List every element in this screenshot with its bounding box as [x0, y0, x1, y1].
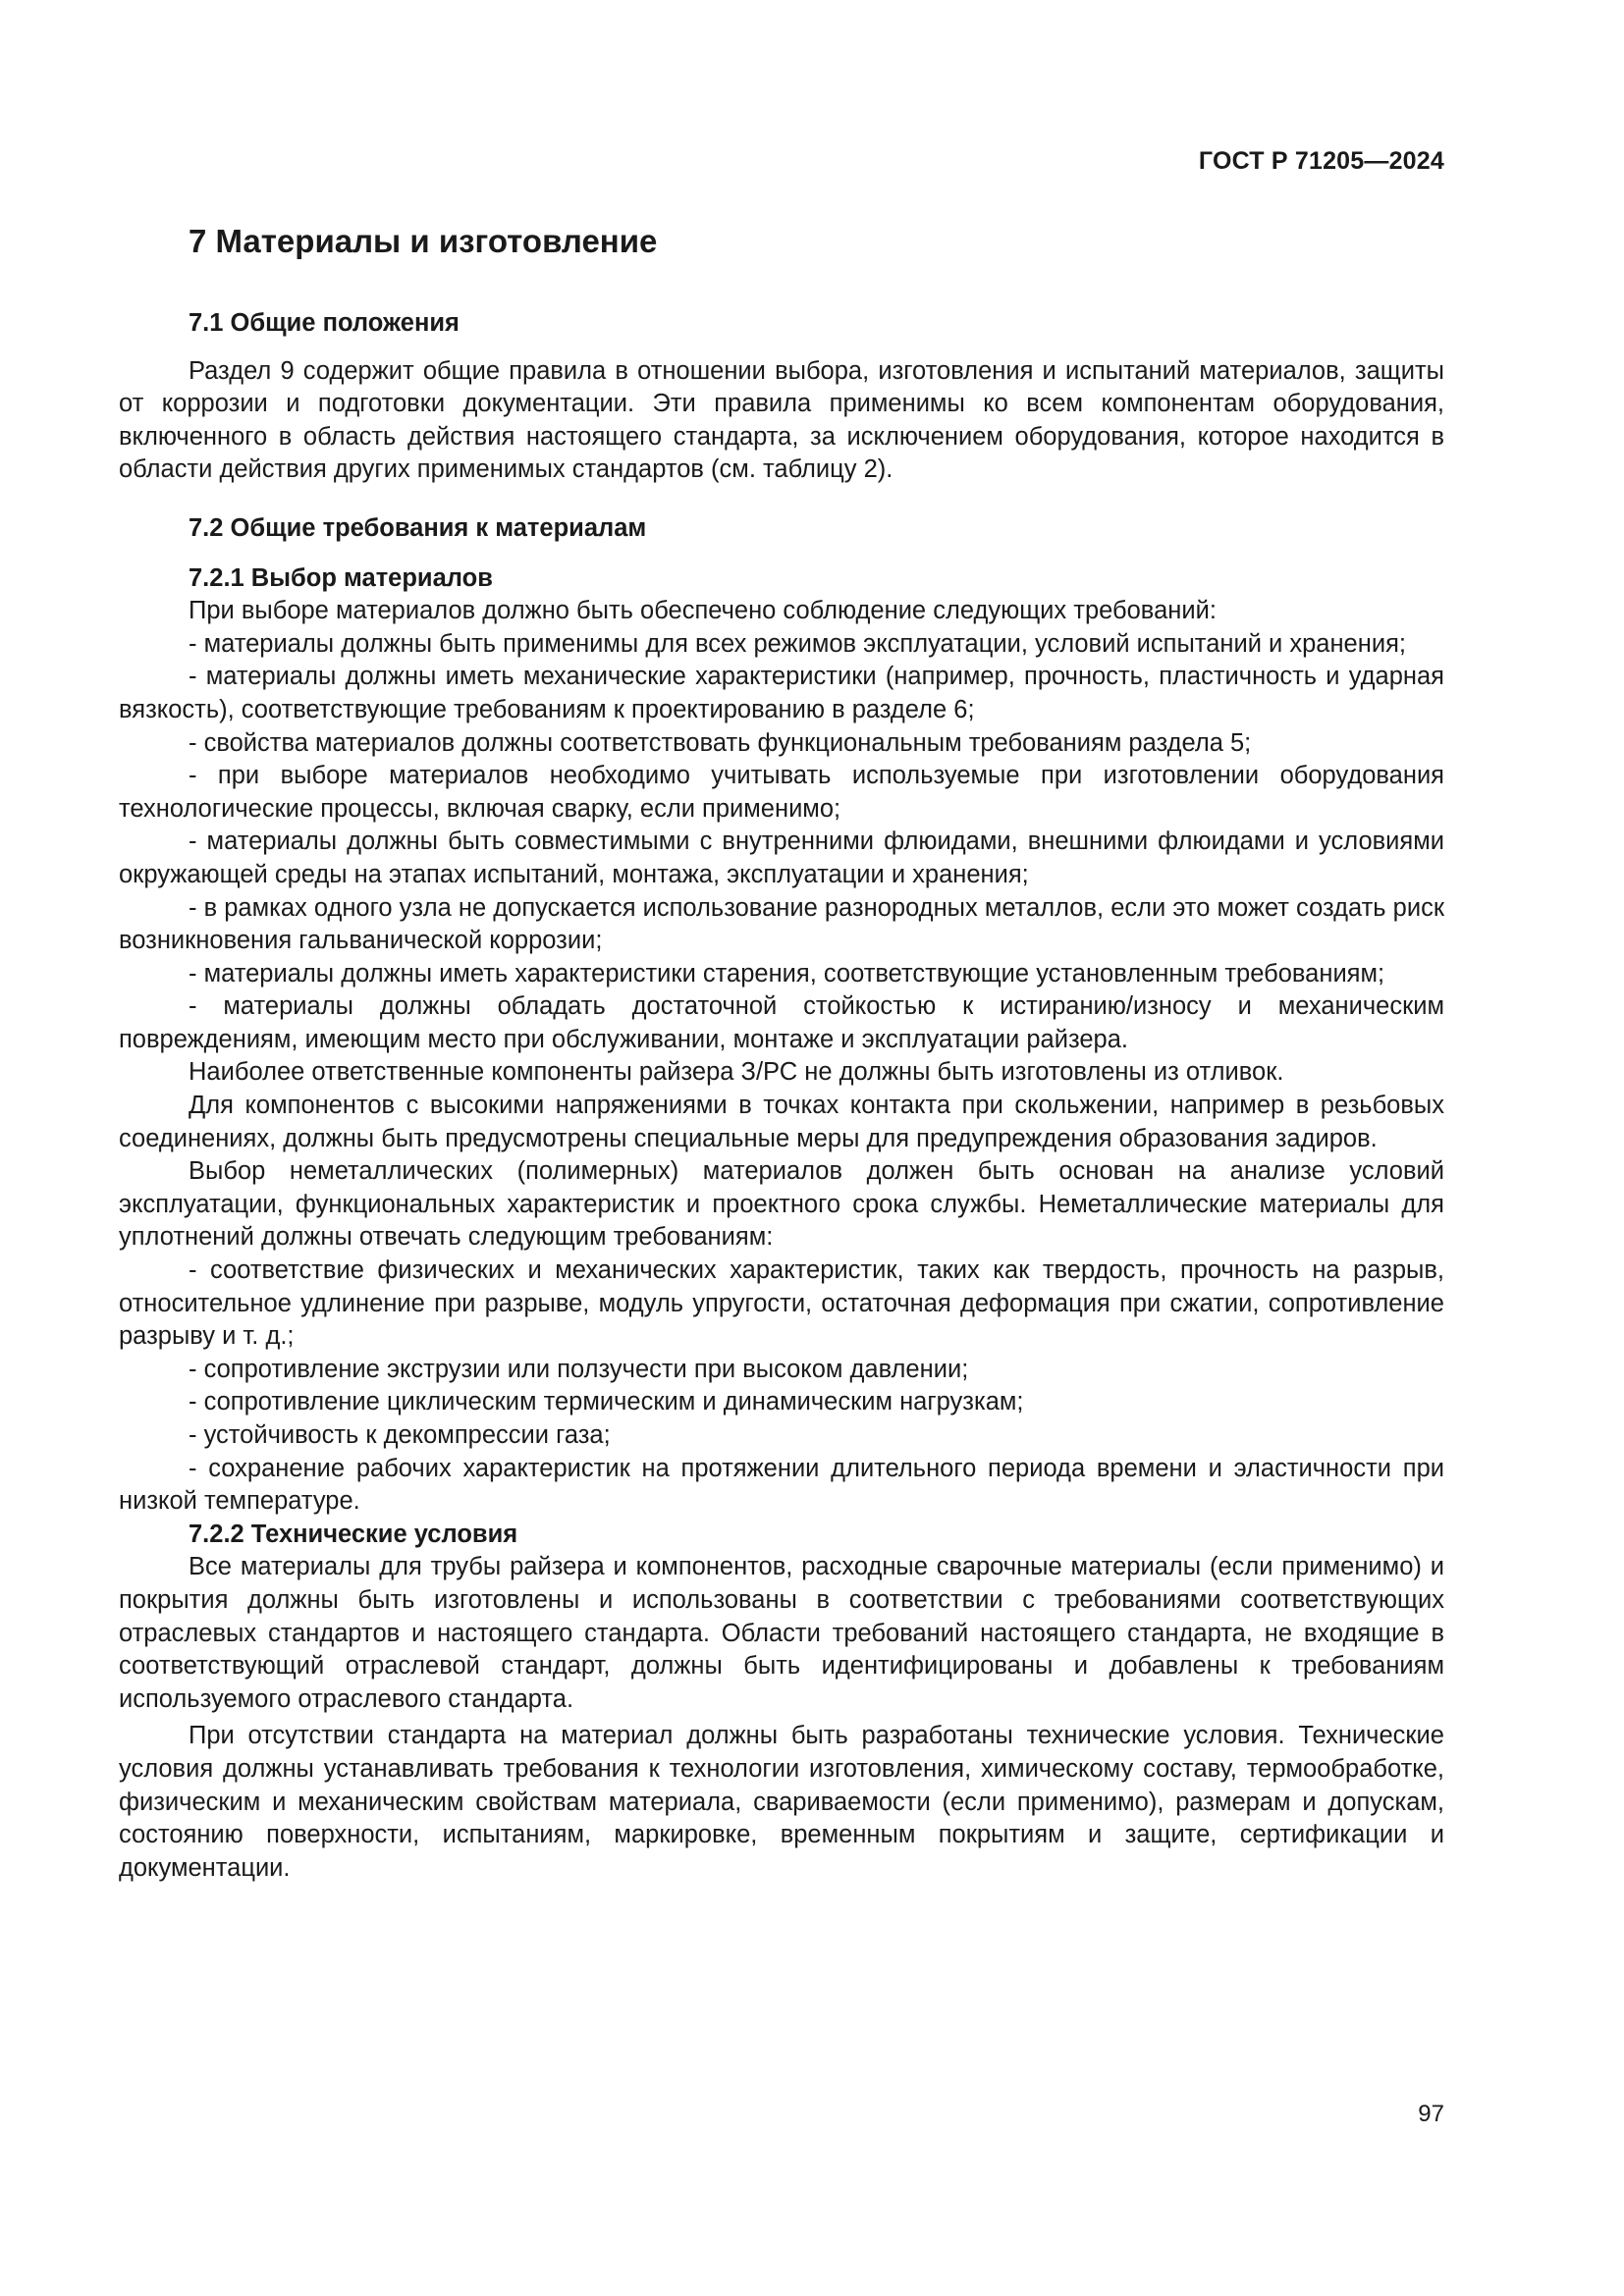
list-item: - устойчивость к декомпрессии газа; [189, 1421, 611, 1449]
list-item: - сопротивление циклическим термическим и динамическим нагрузкам; [189, 1388, 1024, 1416]
subsection-7-1-text: Раздел 9 содержит общие правила в отношении выбора, изготовления и испытаний материалов, защиты от коррозии и подготовки документации. Эти правила применимы ко всем компонентам оборудования, включенного в область действия настоящего стандарта, за исключением оборудования, которое находится в области действия других применимых стандартов (см. таблицу 2). [119, 356, 1444, 484]
list-item: - материалы должны иметь механические характеристики (например, прочность, пластичность и ударная вязкость), соответствующие требованиям к проектированию в разделе 6; [119, 663, 1444, 723]
clause-7-2-2-para-1: Все материалы для трубы райзера и компонентов, расходные сварочные материалы (если применимо) и покрытия должны быть изготовлены и использованы в соответствии с требованиями соответствующих отраслевых стандартов и настоящего стандарта. Области требований настоящего стандарта, не входящие в соответствующий отраслевой стандарт, должны быть идентифицированы и добавлены к требованиям используемого отраслевого стандарта. [119, 1553, 1444, 1713]
standard-code: ГОСТ Р 71205—2024 [1198, 147, 1444, 175]
clause-7-2-2-para-2: При отсутствии стандарта на материал должны быть разработаны технические условия. Технические условия должны устанавливать требования к технологии изготовления, химическому составу, термообработке, физическим и механическим свойствам материала, свариваемости (если применимо), размерам и допускам, состоянию поверхности, испытаниям, маркировке, временным покрытиям и защите, сертификации и документации. [119, 1722, 1444, 1882]
list-item: - свойства материалов должны соответствовать функциональным требованиям раздела 5; [189, 728, 1252, 757]
paragraph-nonmetal: Выбор неметаллических (полимерных) материалов должен быть основан на анализе условий эксплуатации, функциональных характеристик и проектного срока службы. Неметаллические материалы для уплотнений должны отвечать следующим требованиям: [119, 1157, 1444, 1252]
list-item: - сохранение рабочих характеристик на протяжении длительного периода времени и эластичности при низкой температуре. [119, 1454, 1444, 1516]
list-item: - сопротивление экструзии или ползучести при высоком давлении; [189, 1355, 969, 1383]
section-title: 7 Материалы и изготовление [189, 223, 658, 259]
list-item: - соответствие физических и механических характеристик, таких как твердость, прочность на разрыв, относительное удлинение при разрыве, модуль упругости, остаточная деформация при сжатии, сопротивление разрыву и т. д.; [119, 1256, 1444, 1351]
list-item: - при выборе материалов необходимо учитывать используемые при изготовлении оборудования технологические процессы, включая сварку, если применимо; [119, 762, 1444, 823]
page-number: 97 [1418, 2101, 1444, 2127]
clause-7-2-1-heading: 7.2.1 Выбор материалов [189, 563, 493, 592]
page-content [119, 222, 1444, 1885]
list-item: - материалы должны быть применимы для всех режимов эксплуатации, условий испытаний и хранения; [189, 629, 1406, 658]
list-item: - материалы должны обладать достаточной стойкостью к истиранию/износу и механическим повреждениям, имеющим место при обслуживании, монтаже и эксплуатации райзера. [119, 992, 1444, 1053]
clause-7-2-2-heading: 7.2.2 Технические условия [189, 1520, 518, 1548]
subsection-7-1-heading: 7.1 Общие положения [189, 309, 460, 337]
list-item: - в рамках одного узла не допускается использование разнородных металлов, если это может создать риск возникновения гальванической коррозии; [119, 893, 1444, 955]
list-item: - материалы должны иметь характеристики старения, соответствующие установленным требованиям; [189, 959, 1385, 988]
paragraph-contact: Для компонентов с высокими напряжениями в точках контакта при скольжении, например в резьбовых соединениях, должны быть предусмотрены специальные меры для предупреждения образования задиров. [119, 1092, 1444, 1152]
clause-7-2-1-intro: При выборе материалов должно быть обеспечено соблюдение следующих требований: [189, 597, 1217, 625]
subsection-7-2-heading: 7.2 Общие требования к материалам [189, 513, 647, 542]
paragraph-castings: Наиболее ответственные компоненты райзера З/РС не должны быть изготовлены из отливок. [189, 1058, 1284, 1087]
list-item: - материалы должны быть совместимыми с внутренними флюидами, внешними флюидами и условиями окружающей среды на этапах испытаний, монтажа, эксплуатации и хранения; [119, 828, 1444, 888]
